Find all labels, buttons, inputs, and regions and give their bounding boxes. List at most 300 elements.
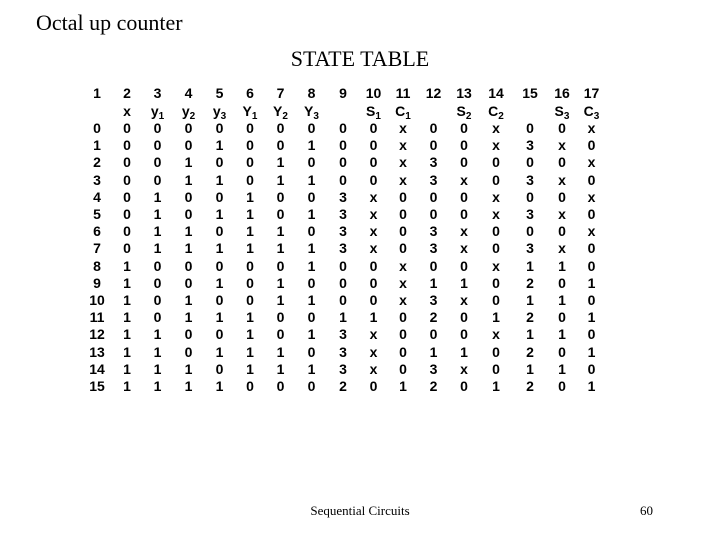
table-cell: 0 [492,274,500,291]
table-cell: 2 [526,377,534,394]
table-cell: 1 [526,360,534,377]
table-cell: 0 [399,206,407,223]
table-cell: x [492,326,500,343]
table-row [82,309,606,326]
table-cell: 0 [492,343,500,360]
table-cell: 0 [429,257,438,274]
table-cell: x [399,120,407,137]
table-cell: 0 [460,120,468,137]
table-cell: 0 [399,240,407,257]
table-cell: 0 [369,137,378,154]
table-cell: x [369,223,378,240]
table-cell: 0 [184,257,193,274]
table-cell: 1 [246,188,254,205]
table-cell: x [492,120,500,137]
table-cell: 11 [89,309,105,326]
table-cell: 1 [215,137,224,154]
table-cell: 3 [93,171,101,188]
column-number: 5 [215,84,224,101]
column-label [359,102,388,120]
table-row [82,258,606,275]
table-cell: 1 [460,274,468,291]
page-number: 60 [640,503,653,518]
table-cell: 1 [307,171,316,188]
table-cell: 0 [123,206,131,223]
table-cell: x [492,188,500,205]
table-row [82,223,606,240]
table-cell: 9 [93,274,101,291]
table-cell: x [558,137,566,154]
table-cell: x [399,137,407,154]
table-cell: 0 [558,343,566,360]
column-label [547,102,577,120]
table-cell: 2 [526,274,534,291]
table-cell: 1 [246,360,254,377]
table-cell: 0 [215,291,224,308]
column-label-subscript: 1 [251,110,258,122]
table-cell: 15 [89,377,105,394]
state-table-heading: STATE TABLE [290,46,430,71]
table-cell: 0 [123,154,131,171]
table-cell: x [369,240,378,257]
table-cell: x [558,206,566,223]
table-cell: 1 [184,377,193,394]
table-cell: 0 [276,188,285,205]
table-cell: 0 [307,154,316,171]
table-cell: 3 [526,137,534,154]
table-cell: 0 [558,154,566,171]
table-cell: 0 [153,257,162,274]
column-label [112,102,142,120]
table-cell: 0 [276,326,285,343]
column-number: 3 [153,84,162,101]
state-table [82,84,606,395]
table-cell: 0 [587,360,596,377]
table-cell: 0 [339,257,347,274]
table-cell: 0 [153,154,162,171]
table-cell: x [399,154,407,171]
table-cell: 1 [246,240,254,257]
table-cell: 1 [153,377,162,394]
table-cell: x [460,240,468,257]
table-cell: 1 [215,240,224,257]
table-cell: 1 [184,309,193,326]
column-label-subscript: 2 [498,110,504,122]
table-cell: 0 [339,171,347,188]
column-label-subscript: 3 [313,110,319,122]
table-cell: 1 [246,343,254,360]
table-cell: 0 [369,171,378,188]
table-cell: 1 [123,274,131,291]
table-cell: 1 [93,137,101,154]
table-cell: 0 [153,309,162,326]
column-label-row [82,102,606,120]
column-label-base: S [456,102,466,119]
table-cell: 0 [153,137,162,154]
table-cell: 0 [492,240,500,257]
table-cell: 0 [184,188,193,205]
table-cell: x [460,291,468,308]
table-cell: 1 [153,206,162,223]
table-cell: 1 [276,291,285,308]
table-cell: 0 [339,274,347,291]
table-cell: 0 [276,137,285,154]
table-cell: 0 [526,188,534,205]
table-cell: 0 [307,377,316,394]
table-cell: 1 [276,223,285,240]
column-label [479,102,513,120]
table-cell: 3 [339,360,347,377]
table-cell: 1 [276,154,285,171]
column-label-subscript: 2 [189,110,196,122]
table-cell: 1 [246,206,254,223]
table-cell: x [399,274,407,291]
column-label [449,102,479,120]
column-number: 4 [184,84,193,101]
table-cell: 1 [276,274,285,291]
column-label-base: C [488,102,499,119]
column-label-subscript: 1 [405,110,411,122]
table-cell: 1 [429,343,438,360]
table-cell: 0 [276,120,285,137]
column-label [173,102,204,120]
table-cell: 0 [460,377,468,394]
table-row [82,137,606,154]
table-cell: 1 [123,257,131,274]
table-cell: 0 [460,309,468,326]
table-cell: 0 [369,120,378,137]
table-cell: x [587,154,596,171]
table-cell: 1 [246,326,254,343]
table-cell: 3 [339,343,347,360]
table-cell: 1 [526,257,534,274]
table-cell: 0 [339,154,347,171]
table-cell: 1 [123,343,131,360]
table-cell: 0 [429,206,438,223]
table-cell: 0 [307,188,316,205]
table-row [82,361,606,378]
table-cell: 1 [399,377,407,394]
table-cell: 1 [492,377,500,394]
table-cell: 0 [123,223,131,240]
table-cell: 3 [339,223,347,240]
table-cell: 0 [153,274,162,291]
column-number: 17 [583,84,600,101]
table-cell: 0 [587,206,596,223]
table-cell: 1 [153,188,162,205]
table-cell: 1 [587,309,596,326]
table-cell: 0 [339,120,347,137]
column-number: 9 [339,84,347,101]
slide-title: Octal up counter [36,10,183,35]
table-cell: 0 [492,154,500,171]
table-cell: 1 [369,309,378,326]
table-cell: 1 [587,274,596,291]
table-cell: 0 [307,223,316,240]
table-cell: 2 [339,377,347,394]
table-cell: 6 [93,223,101,240]
table-cell: 1 [123,360,131,377]
column-label [142,102,173,120]
table-cell: x [558,240,566,257]
table-cell: 0 [460,188,468,205]
table-cell: x [492,137,500,154]
table-cell: 0 [460,326,468,343]
table-cell: 0 [558,223,566,240]
table-cell: 1 [526,326,534,343]
table-cell: 0 [492,171,500,188]
column-label [204,102,235,120]
table-cell: 1 [558,291,566,308]
table-cell: 0 [123,240,131,257]
column-number: 6 [246,84,254,101]
table-cell: x [492,206,500,223]
table-cell: 1 [184,154,193,171]
table-cell: 0 [307,274,316,291]
table-cell: 0 [307,343,316,360]
table-cell: 0 [246,377,254,394]
table-cell: 1 [153,360,162,377]
column-label-base: y [150,102,159,119]
table-cell: 0 [558,120,566,137]
table-row [82,240,606,257]
table-cell: x [587,188,596,205]
table-row [82,120,606,137]
table-cell: 0 [460,257,468,274]
table-cell: 0 [215,120,224,137]
table-row [82,292,606,309]
table-row [82,154,606,171]
table-cell: 0 [246,137,254,154]
table-cell: 3 [339,326,347,343]
column-number: 8 [307,84,316,101]
table-cell: 0 [153,120,162,137]
table-cell: 0 [587,137,596,154]
table-cell: 0 [215,154,224,171]
table-cell: x [399,257,407,274]
table-cell: 3 [429,291,438,308]
table-cell: 0 [587,171,596,188]
table-cell: 0 [460,137,468,154]
table-cell: 0 [460,206,468,223]
column-label-base: C [395,102,406,119]
column-label-base: C [583,102,594,119]
table-cell: 1 [184,291,193,308]
table-cell: 0 [558,188,566,205]
table-cell: 1 [307,326,316,343]
table-cell: 8 [93,257,101,274]
table-cell: 1 [215,171,224,188]
column-number: 14 [488,84,504,101]
table-cell: 0 [215,188,224,205]
table-cell: 0 [307,120,316,137]
table-cell: 3 [339,188,347,205]
table-cell: 0 [429,188,438,205]
table-cell: x [492,257,500,274]
table-cell: 0 [587,326,596,343]
table-cell: 0 [184,206,193,223]
footer-text: Sequential Circuits [310,503,410,518]
table-cell: 0 [526,154,534,171]
table-cell: 1 [184,240,193,257]
table-cell: 1 [153,223,162,240]
table-cell: 0 [369,154,378,171]
table-cell: 1 [184,223,193,240]
table-cell: 5 [93,206,101,223]
table-cell: 2 [429,309,438,326]
table-cell: 1 [153,326,162,343]
table-cell: 1 [460,343,468,360]
table-cell: 0 [526,223,534,240]
table-cell: 14 [89,360,105,377]
table-cell: 0 [246,171,254,188]
table-cell: 0 [246,120,254,137]
table-cell: 3 [526,171,534,188]
column-label [296,102,327,120]
table-cell: 1 [276,343,285,360]
table-cell: 1 [276,240,285,257]
column-number: 15 [522,84,538,101]
table-cell: x [399,171,407,188]
column-label-base: y [212,102,221,119]
table-cell: 0 [215,326,224,343]
table-cell: 12 [89,326,105,343]
column-number: 16 [554,84,570,101]
table-cell: 0 [184,274,193,291]
table-cell: 1 [215,274,224,291]
table-cell: 0 [399,326,407,343]
table-cell: 0 [429,120,438,137]
table-cell: 0 [215,360,224,377]
table-cell: 1 [123,326,131,343]
table-cell: 1 [215,343,224,360]
table-cell: 0 [184,326,193,343]
table-cell: 1 [246,309,254,326]
table-cell: 0 [93,120,101,137]
table-cell: 1 [184,360,193,377]
column-number: 1 [93,84,101,101]
table-cell: 0 [429,326,438,343]
table-cell: 0 [123,120,131,137]
table-cell: 0 [369,291,378,308]
table-cell: 1 [215,377,224,394]
table-cell: 3 [429,240,438,257]
table-cell: x [369,343,378,360]
table-cell: 13 [89,343,105,360]
column-label-base: Y [273,102,283,119]
table-cell: 0 [429,137,438,154]
table-cell: 1 [123,309,131,326]
column-label [418,102,449,120]
table-cell: 1 [276,360,285,377]
table-cell: 0 [276,257,285,274]
column-number: 2 [123,84,131,101]
table-cell: 0 [399,188,407,205]
table-row [82,206,606,223]
table-cell: 1 [492,309,500,326]
table-cell: 1 [587,377,596,394]
column-label [513,102,547,120]
table-cell: 2 [93,154,101,171]
table-cell: 0 [492,291,500,308]
table-cell: 10 [89,291,105,308]
table-cell: 1 [276,171,285,188]
table-cell: 0 [460,154,468,171]
table-cell: 0 [558,377,566,394]
table-cell: 2 [526,343,534,360]
column-label [235,102,265,120]
table-cell: 1 [526,291,534,308]
column-label-subscript: 3 [593,110,600,122]
column-number: 10 [365,84,382,101]
column-label [327,102,359,120]
table-cell: x [460,171,468,188]
table-cell: x [369,206,378,223]
table-cell: 0 [587,257,596,274]
column-label-subscript: 3 [220,110,227,122]
table-cell: 1 [558,360,566,377]
table-cell: 1 [339,309,347,326]
table-cell: 0 [369,257,378,274]
table-cell: 0 [123,171,131,188]
column-number: 7 [276,84,285,101]
table-cell: 0 [215,257,224,274]
table-cell: 1 [153,343,162,360]
table-cell: 0 [215,223,224,240]
table-cell: 3 [429,223,438,240]
table-cell: 0 [587,291,596,308]
table-cell: x [369,326,378,343]
table-cell: 1 [184,171,193,188]
table-cell: 0 [399,309,407,326]
table-cell: 1 [307,240,316,257]
table-row [82,326,606,343]
table-cell: 0 [307,309,316,326]
table-cell: x [460,223,468,240]
table-cell: 4 [93,188,101,205]
table-cell: 0 [276,377,285,394]
table-cell: x [399,291,407,308]
table-cell: 0 [276,309,285,326]
table-cell: 3 [339,240,347,257]
column-label-subscript: 3 [563,110,570,122]
table-cell: 3 [429,154,438,171]
column-label-base: x [123,102,131,119]
table-cell: 0 [153,171,162,188]
table-cell: 1 [307,206,316,223]
column-label-base: y [181,102,190,119]
table-cell: 0 [246,154,254,171]
column-number: 13 [456,84,472,101]
table-cell: 0 [184,120,193,137]
table-cell: 1 [307,257,316,274]
table-cell: 0 [184,343,193,360]
table-cell: 1 [307,360,316,377]
table-cell: 0 [246,274,254,291]
table-cell: 0 [399,223,407,240]
table-row [82,275,606,292]
column-label [82,102,112,120]
table-cell: 3 [339,206,347,223]
column-number-row [82,84,606,102]
table-cell: 1 [123,291,131,308]
table-cell: 0 [276,206,285,223]
table-cell: 0 [123,188,131,205]
table-cell: 2 [526,309,534,326]
table-cell: 0 [558,309,566,326]
table-cell: 0 [526,120,534,137]
column-number: 11 [395,84,411,101]
